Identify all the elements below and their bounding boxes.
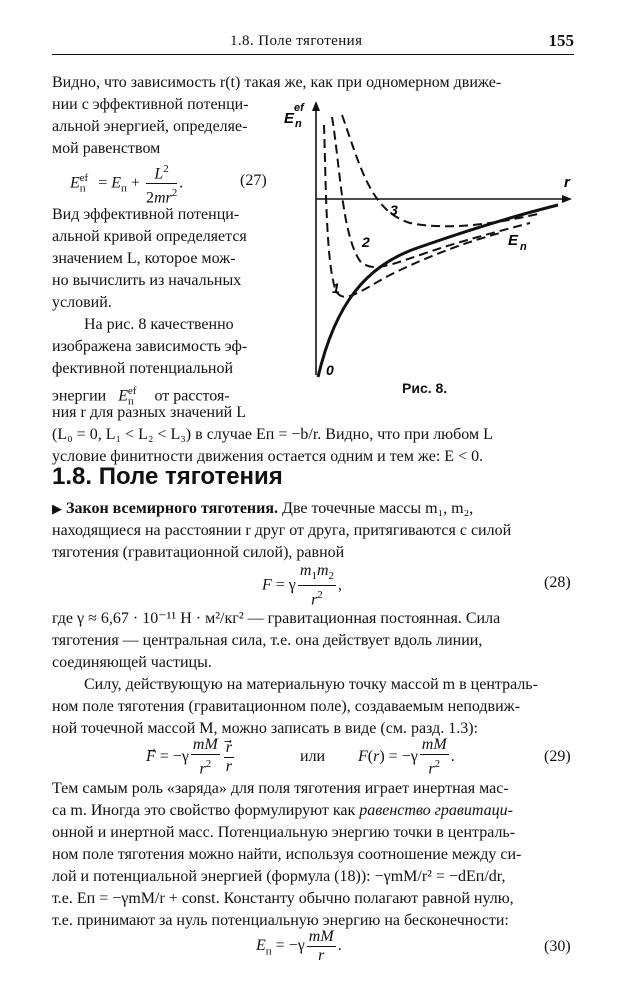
text-line: На рис. 8 качественно	[84, 316, 234, 333]
curve-0	[318, 205, 558, 377]
text-line: фективной потенциальной	[52, 360, 234, 377]
text-line: мой равенством	[52, 140, 161, 157]
y-axis-arrow	[312, 101, 320, 111]
text-fragment: от расстоя-	[154, 387, 230, 405]
text-line: лой и потенциальной энергией (формула (18)): −γmM/r² = −dEп/dr,	[52, 868, 506, 885]
page-number: 155	[548, 31, 574, 50]
text-line: значением L, которое мож-	[52, 250, 236, 267]
text-fragment: Две точечные массы m₁, m₂,	[278, 500, 474, 517]
italic-term: равенство гравитаци-	[359, 802, 513, 819]
equation-number: (27)	[240, 172, 267, 189]
figure-caption: Рис. 8.	[402, 380, 448, 396]
text-line: т.е. Eп = −γmM/r + const. Константу обычно полагают равной нулю,	[52, 890, 514, 907]
text-line: где γ ≈ 6,67 · 10⁻¹¹ Н · м²/кг² — гравитационная постоянная. Сила	[52, 610, 501, 627]
en-label-sub: n	[520, 241, 527, 253]
text-line: но вычислить из начальных	[52, 272, 242, 289]
text-line: Тем самым роль «заряда» для поля тяготения играет инертная мас-	[52, 780, 509, 797]
figure-8-graph	[280, 95, 580, 385]
equation-28: F = γ $\frac{m_1m_2}{r^2}$ ,	[262, 562, 342, 609]
text-line: т.е. принимают за нуль потенциальную энергию на бесконечности:	[52, 912, 509, 929]
text-line: тяготения — центральная сила, т.е. она действует вдоль линии,	[52, 632, 483, 649]
text-line	[52, 800, 513, 822]
x-axis-arrow	[562, 195, 572, 203]
equation-29: F⃗ = −γ $\frac{mM}{r^2}$ $\frac{r}{r}$	[146, 736, 233, 778]
text-line: соединяющей частицы.	[52, 654, 212, 671]
text-line: энергии $E_п^{ef}$ от расстоя-	[52, 385, 230, 408]
y-axis-label: E	[284, 110, 295, 127]
text-line: нии с эффективной потенци-	[52, 96, 249, 113]
text-line: Силу, действующую на материальную точку массой m в централь-	[84, 676, 538, 693]
equation-number: (29)	[544, 748, 571, 765]
header-section-title: 1.8. Поле тяготения	[230, 33, 363, 49]
equation-29b: F(r) = −γ $\frac{mM}{r^2}$ .	[358, 736, 455, 778]
curve-label-1: 1	[332, 280, 340, 296]
text-line: (L₀ = 0, L₁ < L₂ < L₃) в случае Eп = −b/r. Видно, что при любом L	[52, 426, 493, 443]
curve-3	[342, 115, 542, 226]
law-title: Закон всемирного тяготения.	[66, 500, 279, 517]
text-line: ном поле тяготения можно найти, используя соотношение между си-	[52, 846, 522, 863]
y-axis-label-sub: n	[295, 118, 302, 130]
text-fragment: энергии	[52, 387, 107, 405]
text-line: тяготения (гравитационной силой), равной	[52, 544, 345, 561]
curve-label-3: 3	[390, 202, 398, 218]
x-axis-label: r	[564, 174, 570, 191]
text-line: находящиеся на расстоянии r друг от друга, притягиваются с силой	[52, 522, 512, 539]
equation-30: $E_п = -\gamma$ $\frac{mM}{r}$ .	[256, 928, 342, 964]
text-line: альной энергией, определяе-	[52, 118, 248, 135]
text-line: условие финитности движения остается одним и тем же: E < 0.	[52, 448, 484, 465]
y-axis-label-sup: ef	[294, 102, 304, 114]
equation-number: (28)	[544, 574, 571, 591]
equation-number: (30)	[544, 938, 571, 955]
text-line: альной кривой определяется	[52, 228, 247, 245]
curve-label-0: 0	[326, 362, 334, 378]
section-title: 1.8. Поле тяготения	[52, 463, 283, 490]
text-line: ном поле тяготения (гравитационном поле), создаваемым неподвиж-	[52, 698, 521, 715]
text-line	[52, 498, 473, 520]
text-line: Видно, что зависимость r(t) такая же, как при одномерном движе-	[52, 74, 502, 91]
text-line: изображена зависимость эф-	[52, 338, 248, 355]
equation-27: $E_п^{ef} = E_п$ + $\frac{L^2}{2mr^2}$ .	[70, 160, 183, 208]
curve-label-2: 2	[362, 234, 370, 250]
text-fragment: са m. Иногда это свойство формулируют как	[52, 802, 360, 819]
text-line: онной и инертной масс. Потенциальную энергию точки в централь-	[52, 824, 516, 841]
equation-or: или	[300, 748, 326, 765]
running-header	[52, 30, 574, 55]
text-line: ния r для разных значений L	[52, 404, 246, 421]
text-line: условий.	[52, 294, 112, 311]
text-line: Вид эффективной потенци-	[52, 206, 240, 223]
text-line: ной точечной массой M, можно записать в виде (см. разд. 1.3):	[52, 720, 478, 737]
triangle-marker-icon: ▶	[52, 501, 62, 516]
curve-1	[324, 125, 500, 297]
en-label: E	[508, 232, 519, 249]
